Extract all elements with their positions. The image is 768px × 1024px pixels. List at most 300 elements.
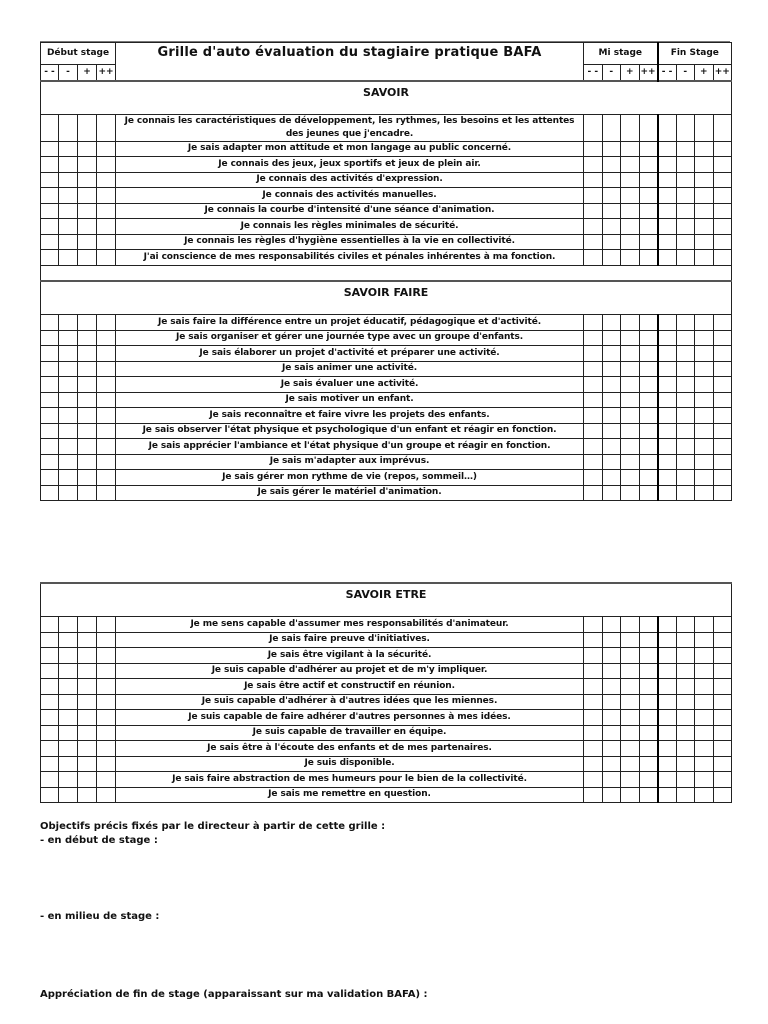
rating-checkbox[interactable] — [658, 234, 677, 250]
rating-checkbox[interactable] — [713, 203, 732, 219]
rating-checkbox[interactable] — [676, 423, 695, 439]
rating-checkbox[interactable] — [59, 377, 78, 393]
rating-checkbox[interactable] — [713, 423, 732, 439]
rating-checkbox[interactable] — [97, 725, 116, 741]
rating-checkbox[interactable] — [621, 772, 640, 788]
rating-checkbox[interactable] — [78, 439, 97, 455]
rating-checkbox[interactable] — [713, 454, 732, 470]
rating-checkbox[interactable] — [639, 679, 658, 695]
rating-checkbox[interactable] — [676, 756, 695, 772]
rating-checkbox[interactable] — [713, 250, 732, 266]
rating-checkbox[interactable] — [41, 114, 59, 141]
rating-checkbox[interactable] — [658, 439, 677, 455]
rating-checkbox[interactable] — [584, 485, 603, 501]
rating-checkbox[interactable] — [639, 330, 658, 346]
rating-checkbox[interactable] — [41, 172, 59, 188]
rating-checkbox[interactable] — [676, 234, 695, 250]
rating-checkbox[interactable] — [621, 632, 640, 648]
rating-checkbox[interactable] — [695, 114, 714, 141]
rating-checkbox[interactable] — [695, 392, 714, 408]
rating-checkbox[interactable] — [584, 346, 603, 362]
rating-checkbox[interactable] — [59, 787, 78, 803]
rating-checkbox[interactable] — [78, 663, 97, 679]
rating-checkbox[interactable] — [584, 361, 603, 377]
rating-checkbox[interactable] — [621, 377, 640, 393]
rating-checkbox[interactable] — [41, 485, 59, 501]
rating-checkbox[interactable] — [621, 250, 640, 266]
rating-checkbox[interactable] — [602, 439, 621, 455]
rating-checkbox[interactable] — [676, 710, 695, 726]
rating-checkbox[interactable] — [713, 741, 732, 757]
rating-checkbox[interactable] — [695, 787, 714, 803]
rating-checkbox[interactable] — [658, 219, 677, 235]
rating-checkbox[interactable] — [41, 648, 59, 664]
rating-checkbox[interactable] — [602, 172, 621, 188]
rating-checkbox[interactable] — [658, 756, 677, 772]
rating-checkbox[interactable] — [621, 408, 640, 424]
rating-checkbox[interactable] — [584, 663, 603, 679]
rating-checkbox[interactable] — [713, 114, 732, 141]
rating-checkbox[interactable] — [658, 694, 677, 710]
rating-checkbox[interactable] — [584, 423, 603, 439]
rating-checkbox[interactable] — [658, 172, 677, 188]
rating-checkbox[interactable] — [584, 141, 603, 157]
rating-checkbox[interactable] — [695, 710, 714, 726]
rating-checkbox[interactable] — [676, 632, 695, 648]
rating-checkbox[interactable] — [676, 141, 695, 157]
rating-checkbox[interactable] — [59, 741, 78, 757]
rating-checkbox[interactable] — [59, 439, 78, 455]
rating-checkbox[interactable] — [41, 772, 59, 788]
rating-checkbox[interactable] — [78, 361, 97, 377]
rating-checkbox[interactable] — [78, 408, 97, 424]
rating-checkbox[interactable] — [621, 454, 640, 470]
rating-checkbox[interactable] — [602, 157, 621, 173]
rating-checkbox[interactable] — [676, 188, 695, 204]
rating-checkbox[interactable] — [584, 315, 603, 331]
rating-checkbox[interactable] — [602, 392, 621, 408]
rating-checkbox[interactable] — [602, 219, 621, 235]
rating-checkbox[interactable] — [695, 632, 714, 648]
rating-checkbox[interactable] — [584, 157, 603, 173]
rating-checkbox[interactable] — [621, 485, 640, 501]
rating-checkbox[interactable] — [602, 694, 621, 710]
rating-checkbox[interactable] — [59, 663, 78, 679]
rating-checkbox[interactable] — [602, 787, 621, 803]
rating-checkbox[interactable] — [676, 219, 695, 235]
rating-checkbox[interactable] — [97, 315, 116, 331]
rating-checkbox[interactable] — [695, 423, 714, 439]
rating-checkbox[interactable] — [658, 392, 677, 408]
rating-checkbox[interactable] — [41, 250, 59, 266]
rating-checkbox[interactable] — [59, 157, 78, 173]
rating-checkbox[interactable] — [639, 470, 658, 486]
rating-checkbox[interactable] — [695, 203, 714, 219]
rating-checkbox[interactable] — [602, 361, 621, 377]
rating-checkbox[interactable] — [97, 756, 116, 772]
rating-checkbox[interactable] — [602, 377, 621, 393]
rating-checkbox[interactable] — [676, 157, 695, 173]
rating-checkbox[interactable] — [59, 250, 78, 266]
rating-checkbox[interactable] — [602, 710, 621, 726]
rating-checkbox[interactable] — [713, 772, 732, 788]
rating-checkbox[interactable] — [78, 219, 97, 235]
rating-checkbox[interactable] — [59, 617, 78, 633]
rating-checkbox[interactable] — [676, 172, 695, 188]
rating-checkbox[interactable] — [695, 485, 714, 501]
rating-checkbox[interactable] — [41, 392, 59, 408]
rating-checkbox[interactable] — [59, 470, 78, 486]
rating-checkbox[interactable] — [676, 203, 695, 219]
rating-checkbox[interactable] — [621, 787, 640, 803]
rating-checkbox[interactable] — [713, 141, 732, 157]
rating-checkbox[interactable] — [78, 470, 97, 486]
rating-checkbox[interactable] — [639, 377, 658, 393]
rating-checkbox[interactable] — [695, 157, 714, 173]
rating-checkbox[interactable] — [59, 315, 78, 331]
rating-checkbox[interactable] — [713, 392, 732, 408]
rating-checkbox[interactable] — [78, 172, 97, 188]
rating-checkbox[interactable] — [639, 315, 658, 331]
rating-checkbox[interactable] — [676, 485, 695, 501]
rating-checkbox[interactable] — [676, 330, 695, 346]
rating-checkbox[interactable] — [639, 250, 658, 266]
rating-checkbox[interactable] — [41, 203, 59, 219]
rating-checkbox[interactable] — [602, 756, 621, 772]
rating-checkbox[interactable] — [658, 632, 677, 648]
rating-checkbox[interactable] — [59, 756, 78, 772]
rating-checkbox[interactable] — [676, 315, 695, 331]
rating-checkbox[interactable] — [78, 725, 97, 741]
rating-checkbox[interactable] — [676, 694, 695, 710]
rating-checkbox[interactable] — [97, 330, 116, 346]
rating-checkbox[interactable] — [713, 361, 732, 377]
rating-checkbox[interactable] — [41, 361, 59, 377]
rating-checkbox[interactable] — [639, 203, 658, 219]
rating-checkbox[interactable] — [602, 679, 621, 695]
rating-checkbox[interactable] — [713, 315, 732, 331]
rating-checkbox[interactable] — [658, 772, 677, 788]
rating-checkbox[interactable] — [676, 408, 695, 424]
rating-checkbox[interactable] — [78, 203, 97, 219]
rating-checkbox[interactable] — [658, 315, 677, 331]
rating-checkbox[interactable] — [658, 725, 677, 741]
rating-checkbox[interactable] — [602, 188, 621, 204]
rating-checkbox[interactable] — [584, 725, 603, 741]
rating-checkbox[interactable] — [621, 203, 640, 219]
rating-checkbox[interactable] — [78, 710, 97, 726]
rating-checkbox[interactable] — [602, 648, 621, 664]
rating-checkbox[interactable] — [78, 648, 97, 664]
rating-checkbox[interactable] — [59, 361, 78, 377]
rating-checkbox[interactable] — [658, 377, 677, 393]
rating-checkbox[interactable] — [97, 694, 116, 710]
rating-checkbox[interactable] — [584, 330, 603, 346]
rating-checkbox[interactable] — [621, 423, 640, 439]
rating-checkbox[interactable] — [639, 725, 658, 741]
rating-checkbox[interactable] — [695, 470, 714, 486]
rating-checkbox[interactable] — [584, 756, 603, 772]
rating-checkbox[interactable] — [639, 408, 658, 424]
rating-checkbox[interactable] — [78, 141, 97, 157]
rating-checkbox[interactable] — [658, 408, 677, 424]
rating-checkbox[interactable] — [97, 710, 116, 726]
rating-checkbox[interactable] — [97, 361, 116, 377]
rating-checkbox[interactable] — [584, 219, 603, 235]
rating-checkbox[interactable] — [59, 679, 78, 695]
rating-checkbox[interactable] — [639, 439, 658, 455]
rating-checkbox[interactable] — [695, 377, 714, 393]
rating-checkbox[interactable] — [97, 648, 116, 664]
rating-checkbox[interactable] — [78, 694, 97, 710]
rating-checkbox[interactable] — [602, 234, 621, 250]
rating-checkbox[interactable] — [59, 423, 78, 439]
rating-checkbox[interactable] — [639, 663, 658, 679]
rating-checkbox[interactable] — [97, 392, 116, 408]
rating-checkbox[interactable] — [695, 346, 714, 362]
rating-checkbox[interactable] — [59, 408, 78, 424]
rating-checkbox[interactable] — [584, 772, 603, 788]
rating-checkbox[interactable] — [602, 741, 621, 757]
rating-checkbox[interactable] — [639, 219, 658, 235]
rating-checkbox[interactable] — [713, 346, 732, 362]
rating-checkbox[interactable] — [713, 725, 732, 741]
rating-checkbox[interactable] — [621, 470, 640, 486]
rating-checkbox[interactable] — [713, 663, 732, 679]
rating-checkbox[interactable] — [658, 741, 677, 757]
rating-checkbox[interactable] — [695, 408, 714, 424]
rating-checkbox[interactable] — [713, 710, 732, 726]
rating-checkbox[interactable] — [78, 250, 97, 266]
rating-checkbox[interactable] — [97, 346, 116, 362]
rating-checkbox[interactable] — [621, 234, 640, 250]
rating-checkbox[interactable] — [658, 423, 677, 439]
rating-checkbox[interactable] — [97, 203, 116, 219]
rating-checkbox[interactable] — [676, 787, 695, 803]
rating-checkbox[interactable] — [676, 361, 695, 377]
rating-checkbox[interactable] — [658, 188, 677, 204]
rating-checkbox[interactable] — [41, 408, 59, 424]
rating-checkbox[interactable] — [639, 454, 658, 470]
rating-checkbox[interactable] — [658, 679, 677, 695]
rating-checkbox[interactable] — [41, 439, 59, 455]
rating-checkbox[interactable] — [639, 741, 658, 757]
rating-checkbox[interactable] — [78, 392, 97, 408]
rating-checkbox[interactable] — [602, 250, 621, 266]
rating-checkbox[interactable] — [676, 470, 695, 486]
rating-checkbox[interactable] — [695, 772, 714, 788]
rating-checkbox[interactable] — [97, 663, 116, 679]
rating-checkbox[interactable] — [676, 663, 695, 679]
rating-checkbox[interactable] — [97, 423, 116, 439]
rating-checkbox[interactable] — [713, 408, 732, 424]
rating-checkbox[interactable] — [713, 694, 732, 710]
rating-checkbox[interactable] — [41, 694, 59, 710]
rating-checkbox[interactable] — [41, 377, 59, 393]
rating-checkbox[interactable] — [621, 710, 640, 726]
rating-checkbox[interactable] — [97, 485, 116, 501]
rating-checkbox[interactable] — [59, 454, 78, 470]
rating-checkbox[interactable] — [713, 188, 732, 204]
rating-checkbox[interactable] — [602, 632, 621, 648]
rating-checkbox[interactable] — [676, 648, 695, 664]
rating-checkbox[interactable] — [584, 250, 603, 266]
rating-checkbox[interactable] — [59, 772, 78, 788]
rating-checkbox[interactable] — [621, 219, 640, 235]
rating-checkbox[interactable] — [41, 157, 59, 173]
rating-checkbox[interactable] — [639, 172, 658, 188]
rating-checkbox[interactable] — [584, 710, 603, 726]
rating-checkbox[interactable] — [639, 141, 658, 157]
rating-checkbox[interactable] — [639, 234, 658, 250]
rating-checkbox[interactable] — [78, 632, 97, 648]
rating-checkbox[interactable] — [676, 377, 695, 393]
rating-checkbox[interactable] — [78, 114, 97, 141]
rating-checkbox[interactable] — [621, 315, 640, 331]
rating-checkbox[interactable] — [676, 114, 695, 141]
rating-checkbox[interactable] — [639, 346, 658, 362]
rating-checkbox[interactable] — [621, 648, 640, 664]
rating-checkbox[interactable] — [584, 454, 603, 470]
rating-checkbox[interactable] — [658, 346, 677, 362]
rating-checkbox[interactable] — [658, 787, 677, 803]
rating-checkbox[interactable] — [602, 423, 621, 439]
rating-checkbox[interactable] — [621, 756, 640, 772]
rating-checkbox[interactable] — [676, 617, 695, 633]
rating-checkbox[interactable] — [639, 485, 658, 501]
rating-checkbox[interactable] — [97, 114, 116, 141]
rating-checkbox[interactable] — [97, 772, 116, 788]
rating-checkbox[interactable] — [621, 346, 640, 362]
rating-checkbox[interactable] — [584, 470, 603, 486]
rating-checkbox[interactable] — [639, 694, 658, 710]
rating-checkbox[interactable] — [658, 454, 677, 470]
rating-checkbox[interactable] — [584, 172, 603, 188]
rating-checkbox[interactable] — [658, 330, 677, 346]
rating-checkbox[interactable] — [59, 219, 78, 235]
rating-checkbox[interactable] — [695, 617, 714, 633]
rating-checkbox[interactable] — [602, 141, 621, 157]
rating-checkbox[interactable] — [639, 392, 658, 408]
rating-checkbox[interactable] — [41, 632, 59, 648]
rating-checkbox[interactable] — [41, 315, 59, 331]
rating-checkbox[interactable] — [584, 392, 603, 408]
rating-checkbox[interactable] — [59, 648, 78, 664]
rating-checkbox[interactable] — [658, 617, 677, 633]
rating-checkbox[interactable] — [695, 439, 714, 455]
rating-checkbox[interactable] — [602, 485, 621, 501]
rating-checkbox[interactable] — [41, 234, 59, 250]
rating-checkbox[interactable] — [639, 114, 658, 141]
rating-checkbox[interactable] — [41, 330, 59, 346]
rating-checkbox[interactable] — [584, 648, 603, 664]
rating-checkbox[interactable] — [78, 157, 97, 173]
rating-checkbox[interactable] — [676, 741, 695, 757]
rating-checkbox[interactable] — [41, 423, 59, 439]
rating-checkbox[interactable] — [713, 485, 732, 501]
rating-checkbox[interactable] — [59, 330, 78, 346]
rating-checkbox[interactable] — [78, 772, 97, 788]
rating-checkbox[interactable] — [676, 392, 695, 408]
rating-checkbox[interactable] — [621, 114, 640, 141]
rating-checkbox[interactable] — [713, 787, 732, 803]
rating-checkbox[interactable] — [713, 172, 732, 188]
rating-checkbox[interactable] — [695, 361, 714, 377]
rating-checkbox[interactable] — [97, 234, 116, 250]
rating-checkbox[interactable] — [41, 219, 59, 235]
rating-checkbox[interactable] — [97, 454, 116, 470]
rating-checkbox[interactable] — [621, 741, 640, 757]
rating-checkbox[interactable] — [602, 330, 621, 346]
rating-checkbox[interactable] — [78, 617, 97, 633]
rating-checkbox[interactable] — [41, 346, 59, 362]
rating-checkbox[interactable] — [639, 423, 658, 439]
rating-checkbox[interactable] — [658, 114, 677, 141]
rating-checkbox[interactable] — [97, 250, 116, 266]
rating-checkbox[interactable] — [676, 346, 695, 362]
rating-checkbox[interactable] — [41, 141, 59, 157]
rating-checkbox[interactable] — [658, 361, 677, 377]
rating-checkbox[interactable] — [41, 679, 59, 695]
rating-checkbox[interactable] — [41, 756, 59, 772]
rating-checkbox[interactable] — [658, 663, 677, 679]
rating-checkbox[interactable] — [695, 663, 714, 679]
rating-checkbox[interactable] — [621, 663, 640, 679]
rating-checkbox[interactable] — [59, 710, 78, 726]
rating-checkbox[interactable] — [639, 632, 658, 648]
rating-checkbox[interactable] — [41, 470, 59, 486]
rating-checkbox[interactable] — [59, 346, 78, 362]
rating-checkbox[interactable] — [602, 315, 621, 331]
rating-checkbox[interactable] — [713, 377, 732, 393]
rating-checkbox[interactable] — [97, 408, 116, 424]
rating-checkbox[interactable] — [658, 648, 677, 664]
rating-checkbox[interactable] — [584, 234, 603, 250]
rating-checkbox[interactable] — [97, 617, 116, 633]
rating-checkbox[interactable] — [584, 439, 603, 455]
rating-checkbox[interactable] — [639, 157, 658, 173]
rating-checkbox[interactable] — [676, 679, 695, 695]
rating-checkbox[interactable] — [658, 203, 677, 219]
rating-checkbox[interactable] — [713, 157, 732, 173]
rating-checkbox[interactable] — [602, 617, 621, 633]
rating-checkbox[interactable] — [78, 485, 97, 501]
rating-checkbox[interactable] — [97, 377, 116, 393]
rating-checkbox[interactable] — [584, 694, 603, 710]
rating-checkbox[interactable] — [713, 330, 732, 346]
rating-checkbox[interactable] — [97, 157, 116, 173]
rating-checkbox[interactable] — [59, 172, 78, 188]
rating-checkbox[interactable] — [695, 454, 714, 470]
rating-checkbox[interactable] — [78, 741, 97, 757]
rating-checkbox[interactable] — [621, 361, 640, 377]
rating-checkbox[interactable] — [78, 346, 97, 362]
rating-checkbox[interactable] — [658, 470, 677, 486]
rating-checkbox[interactable] — [695, 172, 714, 188]
rating-checkbox[interactable] — [602, 346, 621, 362]
rating-checkbox[interactable] — [639, 710, 658, 726]
rating-checkbox[interactable] — [621, 617, 640, 633]
rating-checkbox[interactable] — [713, 617, 732, 633]
rating-checkbox[interactable] — [639, 617, 658, 633]
rating-checkbox[interactable] — [639, 787, 658, 803]
rating-checkbox[interactable] — [41, 454, 59, 470]
rating-checkbox[interactable] — [621, 392, 640, 408]
rating-checkbox[interactable] — [97, 172, 116, 188]
rating-checkbox[interactable] — [59, 141, 78, 157]
rating-checkbox[interactable] — [621, 725, 640, 741]
rating-checkbox[interactable] — [584, 408, 603, 424]
